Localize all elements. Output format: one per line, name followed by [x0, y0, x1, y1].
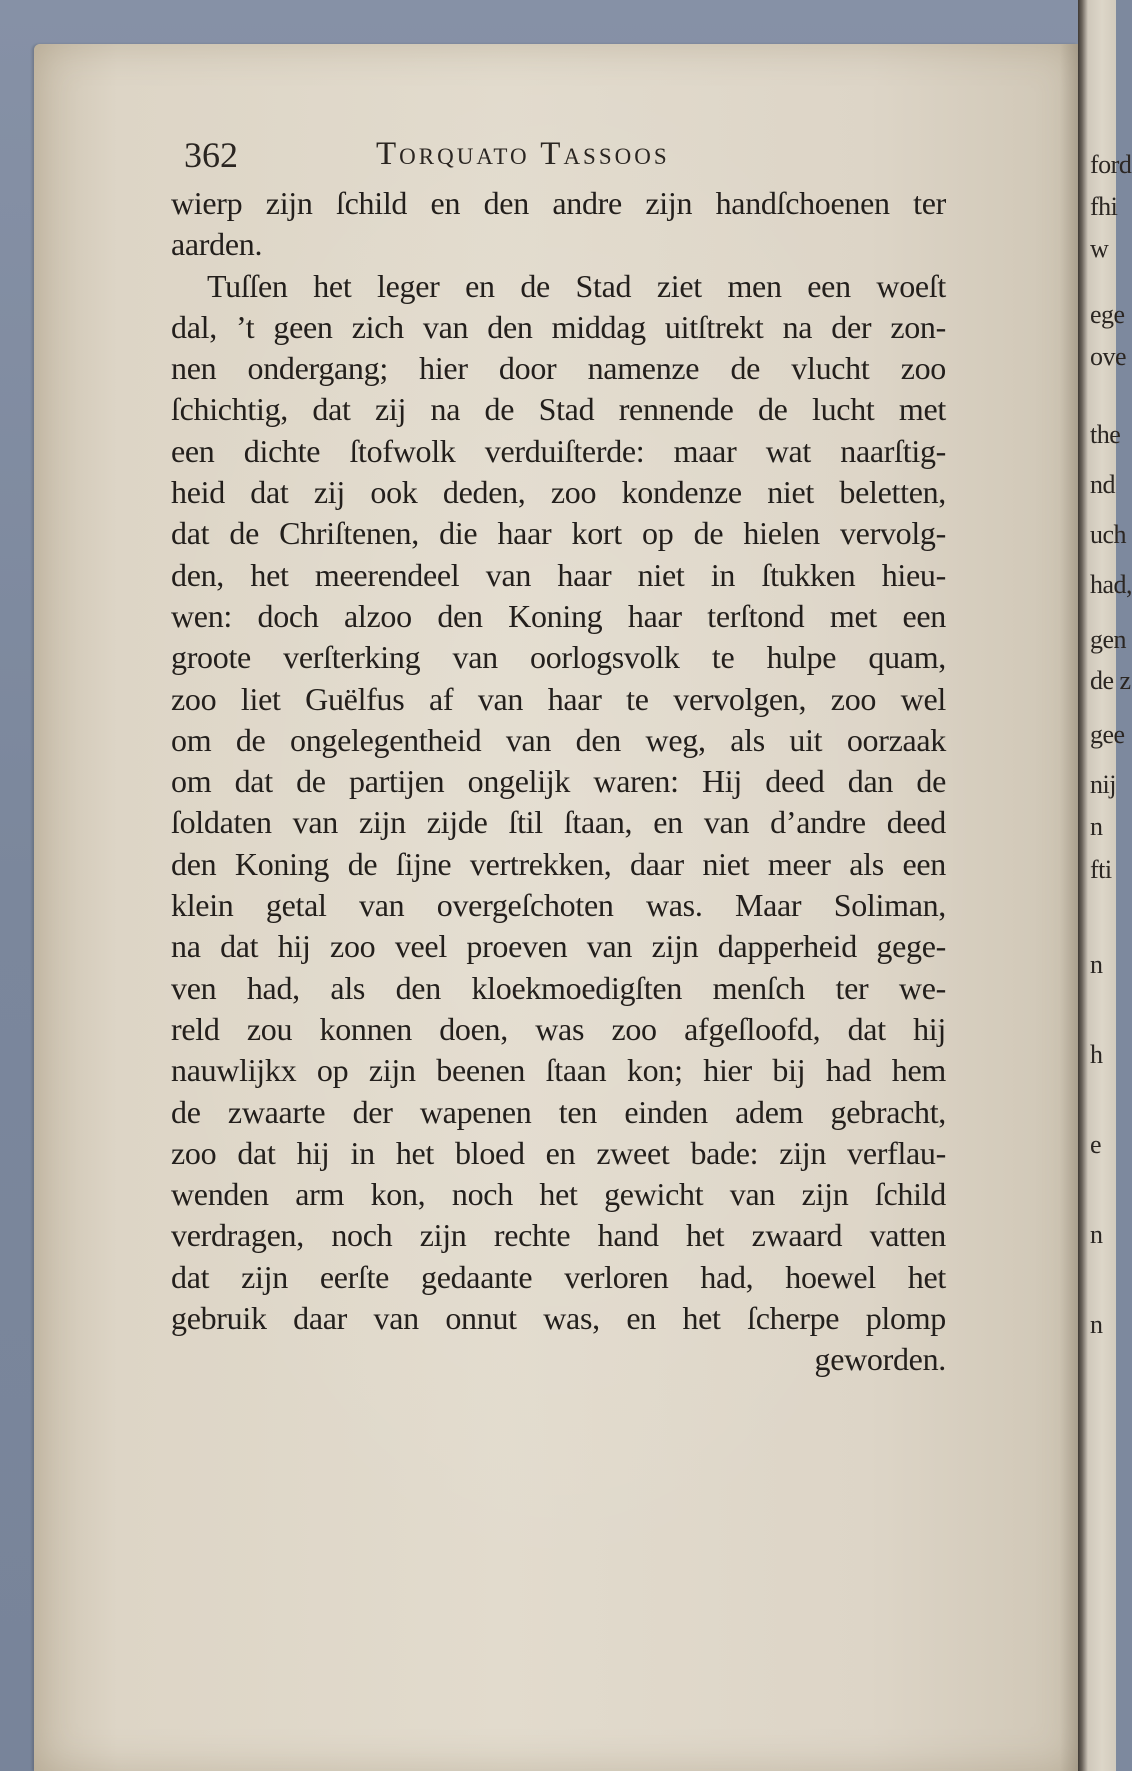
text-line: om dat de partijen ongelijk waren: Hij deed dan de — [171, 763, 946, 800]
text-line: den Koning de ſijne vertrekken, daar niet meer als een — [171, 845, 946, 882]
facing-page-fragment: n — [1090, 812, 1103, 841]
facing-page-fragment: ford — [1090, 150, 1132, 179]
facing-page-fragment: ege — [1090, 300, 1125, 329]
text-line: verdragen, noch zijn rechte hand het zwaard vatten — [171, 1217, 946, 1254]
facing-page-fragment: fti — [1090, 855, 1112, 884]
text-line: Tuſſen het leger en de Stad ziet men een woeſt — [207, 267, 946, 304]
text-line: een dichte ſtofwolk verduiſterde: maar wat naarſtig- — [171, 432, 946, 469]
text-line: wierp zijn ſchild en den andre zijn handſchoenen ter — [171, 185, 946, 221]
running-head — [184, 134, 944, 184]
facing-page-fragment: gen — [1090, 625, 1127, 654]
text-line: om de ongelegentheid van den weg, als uit oorzaak — [171, 721, 946, 758]
text-line: wen: doch alzoo den Koning haar terſtond met een — [171, 597, 946, 634]
text-line: aarden. — [171, 226, 263, 263]
text-line: nen ondergang; hier door namenze de vlucht zoo — [171, 350, 946, 387]
facing-page-fragment: fhi — [1090, 192, 1118, 221]
text-line: dat de Chriſtenen, die haar kort op de hielen vervolg- — [171, 515, 946, 552]
body-text — [171, 183, 946, 1381]
facing-page-fragment: e — [1090, 1130, 1102, 1159]
facing-page-fragment: n — [1090, 950, 1103, 979]
facing-page-fragment: de z — [1090, 666, 1131, 695]
facing-page-edge — [1078, 0, 1132, 1771]
page-number: 362 — [184, 135, 238, 175]
text-line: wenden arm kon, noch het gewicht van zijn ſchild — [171, 1176, 946, 1213]
text-line: nauwlijkx op zijn beenen ſtaan kon; hier bij had hem — [171, 1052, 946, 1089]
text-line: zoo dat hij in het bloed en zweet bade: zijn verflau- — [171, 1134, 946, 1171]
text-line: den, het meerendeel van haar niet in ſtukken hieu- — [171, 556, 946, 593]
text-line: zoo liet Guëlfus af van haar te vervolgen, zoo wel — [171, 680, 946, 717]
text-line: heid dat zij ook deden, zoo kondenze niet beletten, — [171, 474, 946, 511]
facing-page-fragment: ove — [1090, 342, 1127, 371]
facing-page-fragment: w — [1090, 234, 1109, 263]
facing-page-fragment: h — [1090, 1040, 1103, 1069]
text-line: gebruik daar van onnut was, en het ſcherpe plomp — [171, 1300, 946, 1337]
facing-page-fragment: nij — [1090, 770, 1116, 799]
text-line: na dat hij zoo veel proeven van zijn dapperheid gege- — [171, 928, 946, 965]
text-line-final: geworden. — [814, 1341, 946, 1378]
facing-page-fragment: n — [1090, 1310, 1103, 1339]
book-page — [34, 44, 1078, 1771]
facing-page-fragment: gee — [1090, 720, 1125, 749]
page-edge-shadow — [1060, 44, 1078, 1771]
facing-page-fragment: uch — [1090, 520, 1127, 549]
text-line: ſoldaten van zijn zijde ſtil ſtaan, en van d’andre deed — [171, 804, 946, 841]
facing-page-fragment: n — [1090, 1220, 1103, 1249]
facing-page-fragment: had, — [1090, 570, 1132, 599]
text-line: reld zou konnen doen, was zoo afgeſloofd, dat hij — [171, 1010, 946, 1047]
text-line: dat zijn eerſte gedaante verloren had, hoewel het — [171, 1258, 946, 1295]
text-line: dal, ’t geen zich van den middag uitſtrekt na der zon- — [171, 308, 946, 345]
text-line: klein getal van overgeſchoten was. Maar Soliman, — [171, 887, 946, 924]
running-head-title: Torquato Tassoos — [376, 136, 670, 172]
text-line: ſchichtig, dat zij na de Stad rennende de lucht met — [171, 391, 946, 428]
facing-page-fragment: the — [1090, 420, 1121, 449]
text-line: groote verſterking van oorlogsvolk te hulpe quam, — [171, 639, 946, 676]
text-line: ven had, als den kloekmoedigſten menſch ter we- — [171, 969, 946, 1006]
facing-page-fragment: nd — [1090, 470, 1115, 499]
text-line: de zwaarte der wapenen ten einden adem gebracht, — [171, 1093, 946, 1130]
